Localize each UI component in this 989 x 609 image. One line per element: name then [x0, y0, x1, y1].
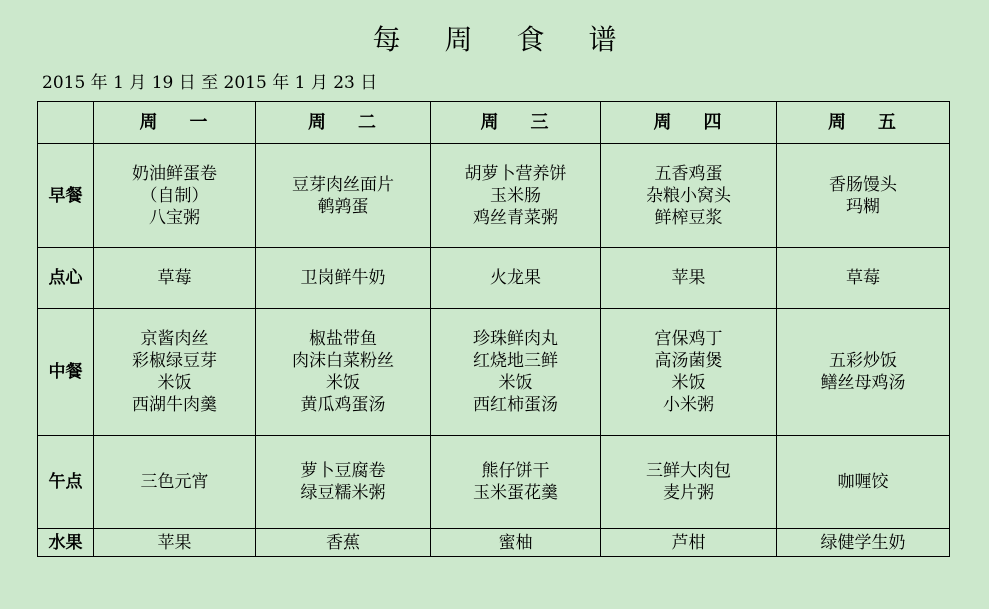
weekly-menu-table — [37, 101, 950, 557]
dish-item: 椒盐带鱼 — [309, 329, 377, 349]
menu-cell — [777, 144, 950, 248]
menu-cell — [256, 144, 431, 248]
menu-cell — [431, 436, 601, 529]
dish-item: 玉米肠 — [490, 185, 541, 206]
date-range: 2015 年 1 月 19 日 至 2015 年 1 月 23 日 — [42, 73, 378, 93]
dish-item: 香肠馒头 — [829, 174, 897, 195]
row-breakfast — [38, 144, 950, 248]
day-header-thu: 周 四 — [601, 102, 777, 144]
menu-cell — [256, 529, 431, 557]
menu-cell — [94, 529, 256, 557]
dish-item: 香蕉 — [326, 532, 360, 553]
dish-item: 芦柑 — [671, 532, 706, 553]
day-header-tue: 周 二 — [256, 102, 431, 144]
dish-item: 八宝粥 — [149, 207, 200, 228]
day-header-wed: 周 三 — [431, 102, 601, 144]
menu-cell — [777, 529, 950, 557]
dish-item: 苹果 — [671, 268, 706, 288]
dish-item: 蜜柚 — [498, 532, 533, 553]
meal-label: 午点 — [38, 436, 94, 529]
day-header-mon: 周 一 — [94, 102, 256, 144]
dish-item: 西红柿蛋汤 — [473, 395, 558, 415]
menu-cell — [777, 436, 950, 529]
dish-item: 黄瓜鸡蛋汤 — [300, 395, 386, 415]
dish-item: 杂粮小窝头 — [646, 185, 731, 206]
dish-item: 京酱肉丝 — [140, 329, 209, 349]
dish-item: 米饭 — [498, 373, 533, 393]
dish-item: 萝卜豆腐卷 — [300, 461, 386, 481]
dish-item: 三鲜大肉包 — [646, 461, 731, 481]
menu-cell — [256, 309, 431, 436]
dish-item: 麦片粥 — [663, 483, 714, 503]
menu-cell — [601, 436, 777, 529]
dish-item: 玉米蛋花羹 — [473, 483, 558, 503]
menu-cell — [431, 529, 601, 557]
dish-item: 卫岗鲜牛奶 — [300, 268, 386, 288]
dish-item: 三色元宵 — [140, 472, 209, 492]
dish-item: 宫保鸡丁 — [654, 329, 723, 349]
menu-cell — [601, 144, 777, 248]
dish-item: 奶油鲜蛋卷 — [132, 163, 217, 184]
dish-item: 小米粥 — [663, 395, 714, 415]
dish-item: 红烧地三鲜 — [473, 351, 558, 371]
dish-item: 鹌鹑蛋 — [317, 196, 369, 217]
dish-item: 火龙果 — [490, 268, 541, 288]
dish-item: 五香鸡蛋 — [654, 163, 723, 184]
menu-cell — [256, 248, 431, 309]
row-snack — [38, 248, 950, 309]
dish-item: 米饭 — [326, 373, 360, 393]
dish-item: 珍珠鲜肉丸 — [473, 329, 558, 349]
dish-item: 肉沫白菜粉丝 — [292, 351, 394, 371]
corner-cell — [38, 102, 94, 144]
row-afternoon-snack — [38, 436, 950, 529]
dish-item: 草莓 — [157, 268, 192, 288]
dish-item: 苹果 — [157, 532, 192, 553]
day-header-fri: 周 五 — [777, 102, 950, 144]
meal-label: 早餐 — [38, 144, 94, 248]
dish-item: 熊仔饼干 — [481, 461, 550, 481]
menu-cell — [601, 309, 777, 436]
dish-item: 米饭 — [157, 373, 192, 393]
menu-cell — [431, 144, 601, 248]
menu-cell — [94, 309, 256, 436]
dish-item: （自制） — [140, 185, 209, 206]
dish-item: 草莓 — [846, 268, 880, 288]
dish-item: 玛糊 — [846, 196, 880, 217]
dish-item: 鳝丝母鸡汤 — [820, 373, 906, 393]
meal-label: 水果 — [38, 529, 94, 557]
menu-cell — [777, 309, 950, 436]
meal-label: 中餐 — [38, 309, 94, 436]
menu-cell — [94, 144, 256, 248]
dish-item: 五彩炒饭 — [829, 351, 897, 371]
dish-item: 鲜榨豆浆 — [654, 207, 723, 228]
dish-item: 咖喱饺 — [837, 472, 889, 492]
menu-cell — [94, 248, 256, 309]
dish-item: 彩椒绿豆芽 — [132, 351, 217, 371]
menu-cell — [777, 248, 950, 309]
dish-item: 米饭 — [671, 373, 706, 393]
menu-cell — [431, 309, 601, 436]
menu-cell — [601, 529, 777, 557]
dish-item: 绿健学生奶 — [820, 532, 906, 553]
menu-cell — [431, 248, 601, 309]
dish-item: 胡萝卜营养饼 — [464, 163, 567, 184]
dish-item: 西湖牛肉羹 — [132, 395, 217, 415]
page-title: 每周食谱 — [372, 23, 661, 56]
row-lunch — [38, 309, 950, 436]
row-fruit — [38, 529, 950, 557]
dish-item: 高汤菌煲 — [654, 351, 723, 371]
dish-item: 豆芽肉丝面片 — [292, 174, 394, 195]
header-row — [38, 102, 950, 144]
dish-item: 绿豆糯米粥 — [300, 483, 386, 503]
meal-label: 点心 — [38, 248, 94, 309]
menu-cell — [601, 248, 777, 309]
dish-item: 鸡丝青菜粥 — [473, 207, 558, 228]
menu-cell — [256, 436, 431, 529]
menu-cell — [94, 436, 256, 529]
